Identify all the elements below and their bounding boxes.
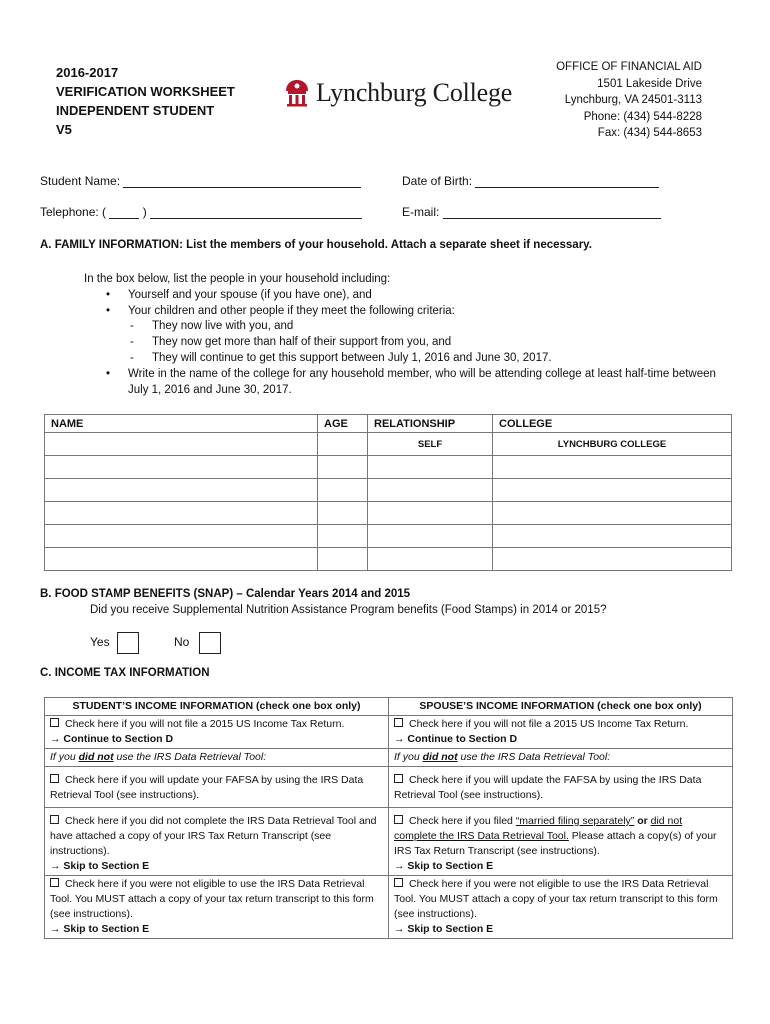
col-header-name: NAME — [45, 415, 318, 433]
student-name-row — [40, 174, 361, 188]
age-cell[interactable] — [318, 502, 368, 525]
student-name-field[interactable] — [123, 175, 361, 188]
telephone-label: Telephone: ( — [40, 205, 107, 219]
student-update-fafsa-cell: Check here if you will update your FAFSA by using the IRS Data Retrieval Tool (see instructions). — [45, 767, 389, 808]
table-header-row — [45, 698, 733, 716]
student-not-eligible-checkbox[interactable] — [50, 878, 59, 887]
list-item: • Write in the name of the college for any household member, who will be attending college at least half-time between — [84, 367, 744, 383]
email-field[interactable] — [443, 206, 661, 219]
dash-mark: - — [130, 336, 134, 349]
spouse-filed-separately-cell: Check here if you filed “married filing separately” or did not complete the IRS Data Retrieval Tool. Please attach a copy(s) of your IRS Tax Return Transcript (see instructions). → Skip to Section E — [389, 808, 733, 876]
office-name: OFFICE OF FINANCIAL AID — [556, 61, 702, 73]
snap-yes-option — [90, 632, 139, 654]
col-header-relationship: RELATIONSHIP — [368, 415, 493, 433]
skip-e-instruction: → Skip to Section E — [50, 923, 150, 935]
student-name-label: Student Name: — [40, 174, 121, 188]
household-table — [44, 414, 732, 571]
list-item: - They will continue to get this support between July 1, 2016 and June 30, 2017. — [84, 351, 744, 367]
dob-row — [402, 174, 659, 188]
bullet-mark: • — [106, 367, 111, 380]
age-cell[interactable] — [318, 433, 368, 456]
college-cell[interactable] — [493, 479, 732, 502]
list-item: • Yourself and your spouse (if you have one), and — [84, 288, 744, 304]
office-street: 1501 Lakeside Drive — [597, 77, 702, 90]
college-cell[interactable] — [493, 525, 732, 548]
skip-e-instruction: → Skip to Section E — [394, 923, 494, 935]
email-label: E-mail: — [402, 205, 440, 219]
student-not-complete-cell: Check here if you did not complete the IRS Data Retrieval Tool and have attached a copy of your IRS Tax Return Transcript (see instructions). → Skip to Section E — [45, 808, 389, 876]
college-cell[interactable] — [493, 502, 732, 525]
table-row — [45, 479, 732, 502]
relationship-cell[interactable] — [368, 456, 493, 479]
bullet-mark: • — [106, 288, 111, 301]
yes-checkbox[interactable] — [117, 632, 139, 654]
office-phone: Phone: (434) 544-8228 — [583, 110, 702, 123]
age-cell[interactable] — [318, 525, 368, 548]
age-cell[interactable] — [318, 479, 368, 502]
bullet-mark: • — [106, 304, 111, 317]
section-a-heading: A. FAMILY INFORMATION: List the members of your household. Attach a separate sheet if necessary. — [40, 239, 592, 251]
continue-d-instruction: → Continue to Section D — [50, 733, 174, 745]
spouse-update-fafsa-cell: Check here if you will update the FAFSA by using the IRS Data Retrieval Tool (see instructions). — [389, 767, 733, 808]
name-cell[interactable] — [45, 502, 318, 525]
college-name: Lynchburg College — [316, 78, 513, 107]
spouse-not-eligible-checkbox[interactable] — [394, 878, 403, 887]
spouse-not-file-cell: Check here if you will not file a 2015 US Income Tax Return. → Continue to Section D — [389, 716, 733, 749]
college-cell[interactable] — [493, 456, 732, 479]
college-seal-icon — [284, 78, 310, 108]
no-label: No — [174, 635, 190, 650]
section-a-instructions — [84, 272, 744, 398]
college-cell: LYNCHBURG COLLEGE — [493, 433, 732, 456]
telephone-field[interactable] — [150, 206, 362, 219]
age-cell[interactable] — [318, 456, 368, 479]
name-cell[interactable] — [45, 456, 318, 479]
table-row — [45, 749, 733, 767]
snap-question: Did you receive Supplemental Nutrition Assistance Program benefits (Food Stamps) in 2014 or 2015? — [90, 604, 607, 616]
student-update-fafsa-checkbox[interactable] — [50, 774, 59, 783]
list-item: - They now live with you, and — [84, 319, 744, 335]
student-income-header: STUDENT’S INCOME INFORMATION (check one box only) — [45, 698, 389, 716]
table-row — [45, 502, 732, 525]
spouse-drt-condition: If you did not use the IRS Data Retrieval Tool: — [389, 749, 733, 767]
telephone-paren: ) — [142, 205, 147, 219]
relationship-cell[interactable] — [368, 479, 493, 502]
spouse-not-file-checkbox[interactable] — [394, 718, 403, 727]
list-item: • Your children and other people if they meet the following criteria: — [84, 304, 744, 320]
college-logo — [284, 78, 512, 108]
list-item-continued: July 1, 2016 and June 30, 2017. — [128, 383, 292, 396]
dob-field[interactable] — [475, 175, 659, 188]
list-item: - They now get more than half of their support from you, and — [84, 335, 744, 351]
name-cell[interactable] — [45, 525, 318, 548]
section-a-intro: In the box below, list the people in your household including: — [84, 273, 391, 285]
no-checkbox[interactable] — [199, 632, 221, 654]
snap-no-option — [174, 632, 221, 654]
spouse-income-header: SPOUSE’S INCOME INFORMATION (check one box only) — [389, 698, 733, 716]
college-cell[interactable] — [493, 548, 732, 571]
title-line-year: 2016-2017 — [56, 65, 119, 80]
relationship-cell[interactable] — [368, 548, 493, 571]
student-not-file-checkbox[interactable] — [50, 718, 59, 727]
office-address — [556, 59, 702, 142]
yes-label: Yes — [90, 635, 110, 650]
relationship-cell[interactable] — [368, 525, 493, 548]
table-row — [45, 716, 733, 749]
table-row — [45, 433, 732, 456]
office-fax: Fax: (434) 544-8653 — [597, 127, 702, 139]
income-tax-table — [44, 697, 733, 939]
name-cell[interactable] — [45, 433, 318, 456]
email-row — [402, 205, 661, 219]
table-row — [45, 456, 732, 479]
telephone-row — [40, 205, 362, 219]
section-b-heading: B. FOOD STAMP BENEFITS (SNAP) – Calendar Years 2014 and 2015 — [40, 588, 411, 600]
student-not-eligible-cell: Check here if you were not eligible to use the IRS Data Retrieval Tool. You MUST attach a copy of your tax return transcript to this form (see instructions). → Skip to Section E — [45, 876, 389, 939]
skip-e-instruction: → Skip to Section E — [50, 860, 150, 872]
table-row — [45, 876, 733, 939]
name-cell[interactable] — [45, 479, 318, 502]
student-drt-condition: If you did not use the IRS Data Retrieval Tool: — [45, 749, 389, 767]
title-line-worksheet: VERIFICATION WORKSHEET — [56, 84, 235, 99]
title-line-version: V5 — [56, 122, 72, 137]
table-header-row — [45, 415, 732, 433]
spouse-filed-separately-checkbox[interactable] — [394, 815, 403, 824]
col-header-age: AGE — [318, 415, 368, 433]
dash-mark: - — [130, 351, 134, 364]
area-code-field[interactable] — [109, 206, 139, 219]
worksheet-title — [56, 63, 235, 139]
student-not-complete-checkbox[interactable] — [50, 815, 59, 824]
spouse-update-fafsa-checkbox[interactable] — [394, 774, 403, 783]
dash-mark: - — [130, 320, 134, 333]
skip-e-instruction: → Skip to Section E — [394, 860, 494, 872]
name-cell[interactable] — [45, 548, 318, 571]
table-row — [45, 548, 732, 571]
dob-label: Date of Birth: — [402, 174, 473, 188]
title-line-student-type: INDEPENDENT STUDENT — [56, 103, 215, 118]
spouse-not-eligible-cell: Check here if you were not eligible to use the IRS Data Retrieval Tool. You MUST attach a copy of your tax return transcript to this form (see instructions). → Skip to Section E — [389, 876, 733, 939]
table-row — [45, 767, 733, 808]
relationship-cell: SELF — [368, 433, 493, 456]
age-cell[interactable] — [318, 548, 368, 571]
continue-d-instruction: → Continue to Section D — [394, 733, 518, 745]
table-row — [45, 525, 732, 548]
student-not-file-cell: Check here if you will not file a 2015 US Income Tax Return. → Continue to Section D — [45, 716, 389, 749]
col-header-college: COLLEGE — [493, 415, 732, 433]
office-city: Lynchburg, VA 24501-3113 — [564, 94, 702, 106]
table-row — [45, 808, 733, 876]
section-c-heading: C. INCOME TAX INFORMATION — [40, 667, 210, 679]
relationship-cell[interactable] — [368, 502, 493, 525]
